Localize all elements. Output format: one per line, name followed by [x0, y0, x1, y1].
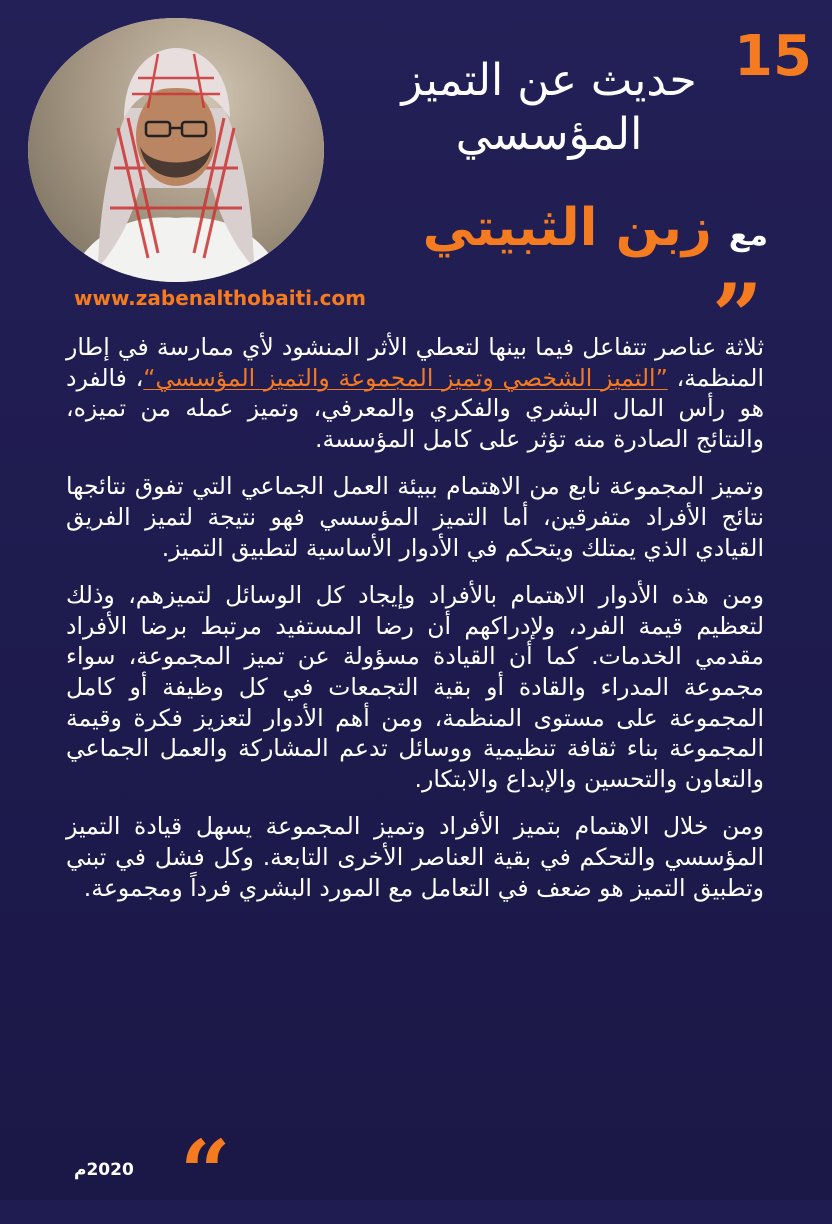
- issue-number: 15: [734, 24, 812, 89]
- author-byline: [423, 198, 768, 258]
- paragraph-1-text-a: ثلاثة عناصر تتفاعل فيما بينها لتعطي الأثر المنشود لأي ممارسة في إطار المنظمة،: [66, 333, 764, 392]
- author-photo: [28, 18, 324, 282]
- with-word: مع: [728, 218, 768, 253]
- paragraph-1-text-b: ، فالفرد هو رأس المال البشري والفكري والمعرفي، وتميز عمله من تميزه، والنتائج الصادرة منه تؤثر على كامل المؤسسة.: [66, 363, 764, 453]
- paragraph-1-highlight: ”التميز الشخصي وتميز المجموعة والتميز المؤسسي“: [143, 363, 668, 392]
- author-name: زبن الثبيتي: [422, 198, 712, 258]
- paragraph-2: وتميز المجموعة نابع من الاهتمام ببيئة العمل الجماعي التي تفوق نتائجها نتائج الأفراد متفرقين، أما التميز المؤسسي فهو نتيجة لتميز الفريق القيادي الذي يمتلك ويتحكم في الأدوار الأساسية لتطبيق التميز.: [66, 472, 764, 562]
- article-body: [66, 332, 764, 920]
- title-line-2: المؤسسي: [455, 109, 643, 160]
- paragraph-1: [66, 332, 764, 454]
- paragraph-3: ومن هذه الأدوار الاهتمام بالأفراد وإيجاد كل الوسائل لتميزهم، وذلك لتعظيم قيمة الفرد، ولإدراكهم أن رضا المستفيد مرتبط برضا الأفراد مقدمي الخدمات. كما أن القيادة مسؤولة عن تميز المجموعة، سواء مجموعة المدراء والقادة أو بقية التجمعات في كل وظيفة أو كامل المجموعة على مستوى المنظمة، ومن أهم الأدوار لتعزيز فكرة وقيمة المجموعة بناء ثقافة تنظيمية ووسائل تدعم المشاركة والعمل الجماعي والتعاون والتحسين والإبداع والابتكار.: [66, 581, 764, 793]
- website-link[interactable]: www.zabenalthobaiti.com: [74, 286, 367, 310]
- title-line-1: حديث عن التميز: [401, 55, 697, 106]
- close-quote-icon: “: [180, 1120, 231, 1224]
- paragraph-4: ومن خلال الاهتمام بتميز الأفراد وتميز المجموعة يسهل قيادة التميز المؤسسي والتحكم في بقية العناصر الأخرى التابعة. وكل فشل في تبني وتطبيق التميز هو ضعف في التعامل مع المورد البشري فرداً ومجموعة.: [66, 812, 764, 902]
- year-label: 2020م: [74, 1160, 134, 1180]
- open-quote-icon: ”: [712, 264, 763, 368]
- portrait-illustration: [28, 18, 324, 282]
- article-title: [384, 54, 714, 162]
